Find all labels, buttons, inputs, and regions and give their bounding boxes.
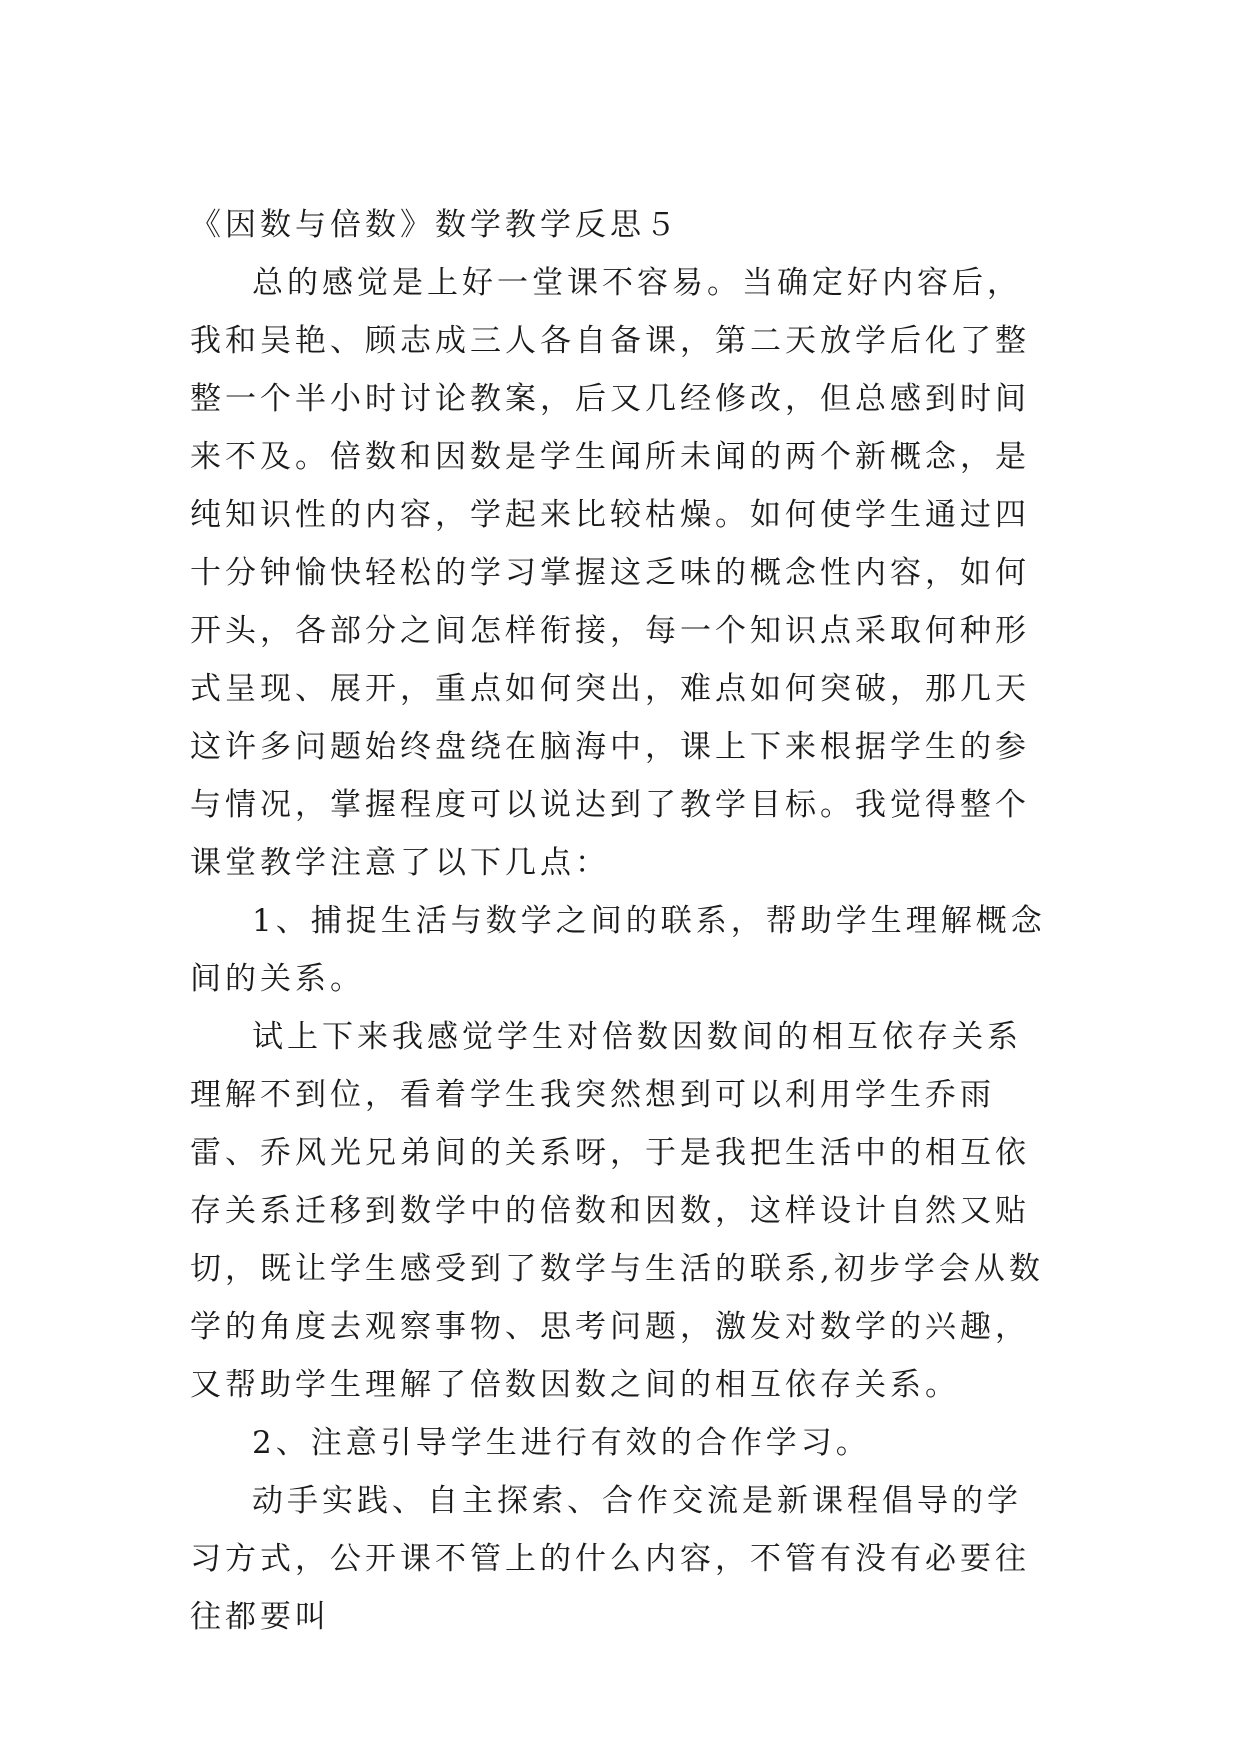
paragraph-point-1-heading: 1、捕捉生活与数学之间的联系，帮助学生理解概念间的关系。 <box>190 903 1046 997</box>
document-body <box>190 196 1050 1646</box>
paragraph-intro: 总的感觉是上好一堂课不容易。当确定好内容后，我和吴艳、顾志成三人各自备课，第二天放学后化了整整一个半小时讨论教案，后又几经修改，但总感到时间来不及。倍数和因数是学生闻所未闻的两个新概念，是纯知识性的内容，学起来比较枯燥。如何使学生通过四十分钟愉快轻松的学习掌握这乏味的概念性内容，如何开头，各部分之间怎样衔接，每一个知识点采取何种形式呈现、展开，重点如何突出，难点如何突破，那几天这许多问题始终盘绕在脑海中，课上下来根据学生的参与情况，掌握程度可以说达到了教学目标。我觉得整个课堂教学注意了以下几点： <box>190 265 1030 881</box>
paragraph-point-1-body: 试上下来我感觉学生对倍数因数间的相互依存关系理解不到位，看着学生我突然想到可以利用学生乔雨雷、乔风光兄弟间的关系呀，于是我把生活中的相互依存关系迁移到数学中的倍数和因数，这样设计自然又贴切，既让学生感受到了数学与生活的联系,初步学会从数学的角度去观察事物、思考问题，激发对数学的兴趣，又帮助学生理解了倍数因数之间的相互依存关系。 <box>190 1019 1044 1403</box>
paragraph-point-2-body: 动手实践、自主探索、合作交流是新课程倡导的学习方式，公开课不管上的什么内容，不管有没有必要往往都要叫 <box>190 1483 1030 1635</box>
document-title: 《因数与倍数》数学教学反思５ <box>190 207 680 243</box>
paragraph-point-2-heading: 2、注意引导学生进行有效的合作学习。 <box>252 1425 871 1461</box>
